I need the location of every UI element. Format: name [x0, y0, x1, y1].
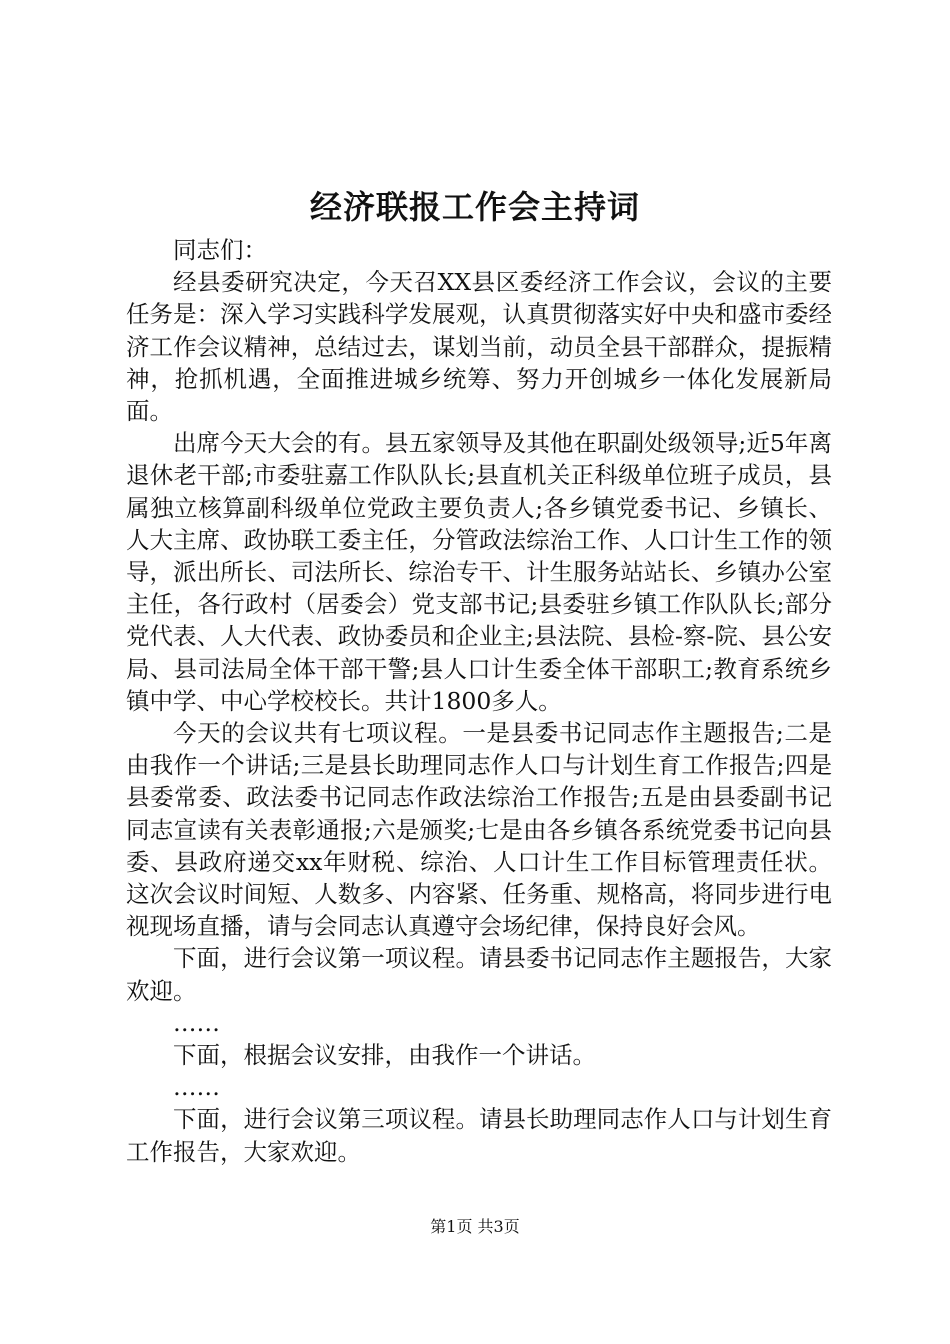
- body-paragraph: 出席今天大会的有。县五家领导及其他在职副处级领导;近5年离退休老干部;市委驻嘉工作队队长;县直机关正科级单位班子成员，县属独立核算副科级单位党政主要负责人;各乡镇党委书记、乡镇长、人大主席、政协联工委主任，分管政法综治工作、人口计生工作的领导，派出所长、司法所长、综治专干、计生服务站站长、乡镇办公室主任，各行政村（居委会）党支部书记;县委驻乡镇工作队队长;部分党代表、人大代表、政协委员和企业主;县法院、县检-察-院、县公安局、县司法局全体干部干警;县人口计生委全体干部职工;教育系统乡镇中学、中心学校校长。共计1800多人。: [126, 429, 832, 715]
- body-paragraph: 下面，进行会议第一项议程。请县委书记同志作主题报告，大家欢迎。: [126, 944, 832, 1005]
- ellipsis-paragraph: ……: [173, 1008, 220, 1037]
- ellipsis-paragraph: ……: [173, 1073, 220, 1102]
- page-number-footer: 第1页 共3页: [430, 1217, 520, 1236]
- body-paragraph: 经县委研究决定，今天召XX县区委经济工作会议，会议的主要任务是：深入学习实践科学发展观，认真贯彻落实好中央和盛市委经济工作会议精神，总结过去，谋划当前，动员全县干部群众，提振精神，抢抓机遇，全面推进城乡统筹、努力开创城乡一体化发展新局面。: [126, 268, 832, 426]
- document-title: 经济联报工作会主持词: [309, 188, 640, 226]
- body-paragraph: 下面，根据会议安排，由我作一个讲话。: [173, 1041, 596, 1070]
- body-paragraph: 今天的会议共有七项议程。一是县委书记同志作主题报告;二是由我作一个讲话;三是县长助理同志作人口与计划生育工作报告;四是县委常委、政法委书记同志作政法综治工作报告;五是由县委副书记同志宣读有关表彰通报;六是颁奖;七是由各乡镇各系统党委书记向县委、县政府递交xx年财税、综治、人口计生工作目标管理责任状。这次会议时间短、人数多、内容紧、任务重、规格高，将同步进行电视现场直播，请与会同志认真遵守会场纪律，保持良好会风。: [126, 719, 832, 941]
- salutation-paragraph: 同志们：: [173, 236, 267, 264]
- document-body: [126, 234, 832, 1168]
- body-paragraph: 下面，进行会议第三项议程。请县长助理同志作人口与计划生育工作报告，大家欢迎。: [126, 1105, 832, 1166]
